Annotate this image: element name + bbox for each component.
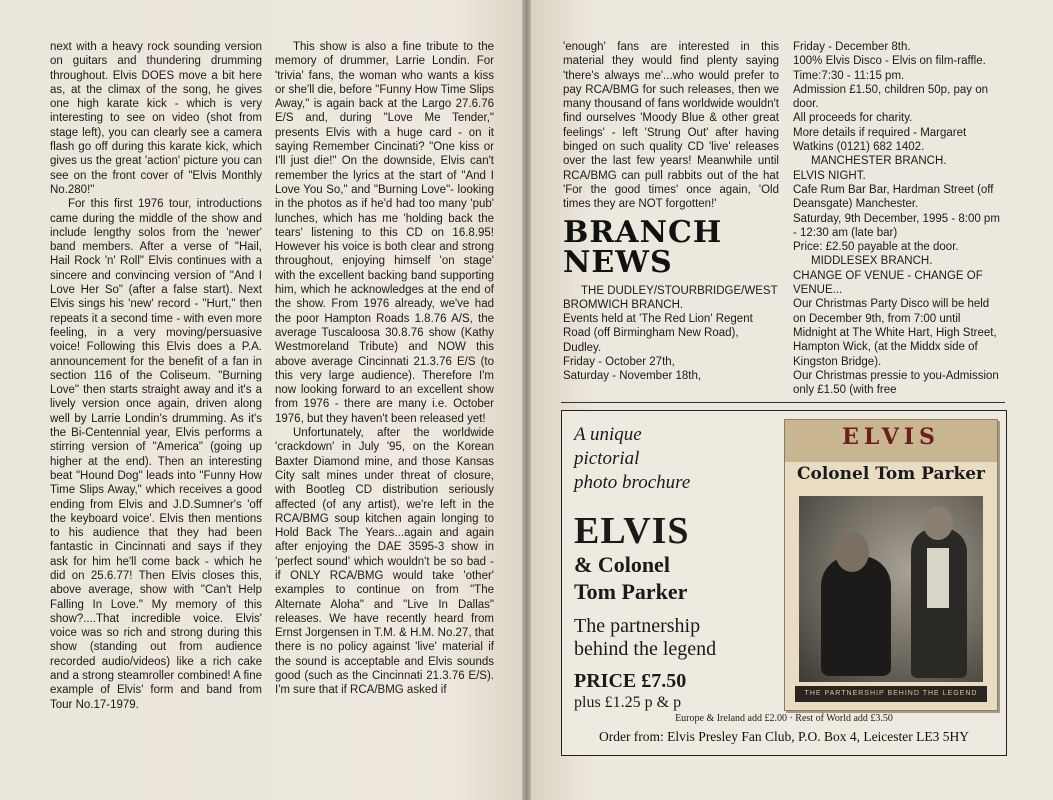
figure-seated: [821, 556, 891, 676]
paragraph: Unfortunately, after the worldwide 'crackdown' in July '95, on the Korean Baxter Diamond mine, and those Kansas City salt mines under threat of closure, with Bootleg CD distribution seriously affected (of any artist), we're left in the RCA/BMG soup kitchen again longing to Hold Back The Years...again and again after enjoying the DAE 3595-3 show in 'perfect sound' which wouldn't be so bad - if ONLY RCA/BMG would take 'other' examples to continue on from "The Alternate Aloha" and "Live In Dallas" releases. We have recently heard from Ernst Jorgensen in T.M. & H.M. No.27, that there is no policy against 'live' material if the sound is acceptable and Elvis sounds good (such as the Cincinnati 21.3.76 E/S). I'm sure that if RCA/BMG asked if: [275, 427, 494, 697]
paragraph: 100% Elvis Disco - Elvis on film-raffle.: [793, 55, 986, 68]
paragraph: This show is also a fine tribute to the memory of drummer, Larrie Londin. For 'trivia' fans, the woman who wants a kiss or she'll die, before "Funny How Time Slips Away," is again back at the Largo 27.6.76 E/S and, during "Love Me Tender," presents Elvis with a huge card - on it saying Remember Cincinati? "One kiss or I'll just die!" On the downside, Elvis can't remember the lyrics at the start of "And I Love You So," and "Burning Love"- looking in the photos as if he'd had too many 'pub' lunches, which has me 'holding back the tears' listening to this CD on 16.8.95! However his voice is both clear and strong throughout, enjoying himself 'on stage' with the excellent backing band supporting him, which he acknowledges at the end of the show. From 1976 already, we've had the poor Hampton Roads 1.8.76 A/S, the average Tuscaloosa 30.8.76 show (Kathy Westmoreland Tribute) and NOW this above average Cincinnati 21.3.76 E/S (to this very large audience). Therefore I'm now looking forward to an excellent show from 1976 - there are many i.e. October 1976, but they haven't been released yet!: [275, 41, 494, 425]
paragraph: More details if required - Margaret Watkins (0121) 682 1402.: [793, 126, 967, 154]
right-column-1: [563, 40, 779, 384]
paragraph: All proceeds for charity.: [793, 112, 913, 125]
left-page: [0, 0, 522, 800]
right-column-2: [793, 40, 1003, 397]
advert-intro: [574, 423, 774, 495]
left-column-2: [275, 40, 494, 698]
branch-news-text: [563, 284, 779, 384]
advert-intro-line: pictorial: [574, 448, 640, 469]
figure-head: [923, 506, 953, 540]
paragraph: next with a heavy rock sounding version on guitars and thundering drumming throughout. Elvis DOES move a bit here as, at the climax of the song, he gives one high karate kick - which is very interesting to see on video (shot from stage left), you can clearly see a camera flash go off during this karate kick, which gives us the great 'action' picture you can see on the front cover of "Elvis Monthly No.280!": [50, 41, 262, 196]
advert-subtitle: [574, 551, 774, 605]
advert-copy: [574, 411, 774, 713]
paragraph: Price: £2.50 payable at the door.: [793, 241, 959, 254]
advert-subtitle-line: & Colonel: [574, 552, 670, 577]
figure-head: [835, 532, 869, 572]
branch-name: MANCHESTER BRANCH.: [811, 155, 947, 168]
paragraph: Events held at 'The Red Lion' Regent Road (off Birmingham New Road), Dudley.: [563, 313, 753, 354]
figure-shirt: [927, 548, 949, 608]
paragraph: For this first 1976 tour, introductions came during the middle of the show and include lengthy solos from the 'newer' band members. After a verse of "Hail, Hail Rock 'n' Roll" Elvis continues with a sincere and convincing version of "And I Love Her So" (after a false start). Next Elvis sings his 'new' record - "Hurt," then repeats it a second time - with even more feeling, in a very moving/persuasive voice! Following this Elvis does a P.A. announcement for the benefit of a fan in section 116 of the Coliseum. "Burning Love" then starts straight away and it's a lively version once again, driven along well by Larrie Londin's drumming. As it's the Bi-Centennial year, Elvis performs a stirring version of "America" (going up higher at the end). Then an interesting beat "Hound Dog" leads into "Funny How Time Slips Away," which receives a good ending from Elvis and J.D.Sumner's 'off the keyboard voice'. Elvis then mentions to his audience that they had been fantastic in Cincinnati and says if they ask for him he'll come back - which he did on 25.6.77! Then Elvis closes this, above average, show with "Can't Help Falling In Love." My memory of this show?....That incredible voice. Elvis' voice was so rich and strong during this show (standing out from audience recorded audio/videos) like a rich cake and a strong steamroller combined! A fine example of Elvis' form and band from Tour No.17-1979.: [50, 198, 262, 711]
paragraph: Time:7:30 - 11:15 pm.: [793, 69, 905, 82]
advert-order-address: Order from: Elvis Presley Fan Club, P.O. Box 4, Leicester LE3 5HY: [598, 729, 970, 744]
paragraph: Friday - October 27th,: [563, 356, 675, 369]
advert-intro-line: A unique: [574, 424, 642, 445]
brochure-cover-image: [784, 419, 998, 711]
advert-price: PRICE £7.50: [574, 670, 687, 692]
advert-tagline-line: The partnership: [574, 615, 701, 637]
left-column-1: [50, 40, 262, 712]
heading-line: BRANCH: [563, 214, 723, 250]
advert-tagline: [574, 615, 774, 661]
paragraph: Cafe Rum Bar Bar, Hardman Street (off Deansgate) Manchester.: [793, 183, 994, 211]
advert-overseas-postage: Europe & Ireland add £2.00 · Rest of World add £3.50: [675, 713, 893, 724]
right-page: [531, 0, 1053, 800]
poster-photo: [799, 496, 983, 682]
paragraph: Our Christmas pressie to you-Admission only £1.50 (with free: [793, 369, 999, 397]
branch-name: MIDDLESEX BRANCH.: [811, 255, 933, 268]
paragraph: Saturday, 9th December, 1995 - 8:00 pm - 12:30 am (late bar): [793, 212, 1000, 239]
paragraph: Saturday - November 18th,: [563, 370, 702, 383]
branch-name: THE DUDLEY/STOURBRIDGE/WEST BROMWICH BRANCH.: [563, 284, 778, 311]
poster-banner: THE PARTNERSHIP BEHIND THE LEGEND: [795, 686, 987, 702]
divider: [561, 402, 1005, 403]
advert-title: ELVIS: [574, 510, 690, 552]
page-gutter: [522, 0, 531, 800]
poster-title: ELVIS: [842, 424, 940, 450]
advert-subtitle-line: Tom Parker: [574, 579, 688, 604]
poster-subtitle: Colonel Tom Parker: [796, 464, 985, 484]
paragraph: ELVIS NIGHT.: [793, 169, 866, 182]
paragraph: Our Christmas Party Disco will be held on December 9th, from 7:00 until Midnight at The White Hart, High Street, Hampton Wick, (at the Middx side of Kingston Bridge).: [793, 298, 997, 368]
paragraph: Admission £1.50, children 50p, pay on door.: [793, 83, 988, 111]
heading-line: NEWS: [563, 244, 673, 280]
paragraph: Friday - December 8th.: [793, 41, 911, 53]
branch-news-heading: [563, 214, 779, 280]
brochure-advert: [561, 410, 1007, 756]
advert-intro-line: photo brochure: [574, 472, 691, 493]
advert-postage: plus £1.25 p & p: [574, 694, 682, 711]
paragraph: CHANGE OF VENUE - CHANGE OF VENUE...: [793, 269, 983, 297]
advert-tagline-line: behind the legend: [574, 638, 717, 660]
paragraph: 'enough' fans are interested in this material they would find plenty saying 'there's always me'...who would prefer to pay RCA/BMG for such releases, then we many thousand of fans worldwide wouldn't find ourselves 'Moody Blue & other great feelings' - left 'Strung Out' after having binged on such quality CD 'live' releases over the last few years! Meanwhile until RCA/BMG can pull rabbits out of the hat 'For the good times' once again, 'Old times they are NOT forgotten!': [563, 41, 779, 211]
